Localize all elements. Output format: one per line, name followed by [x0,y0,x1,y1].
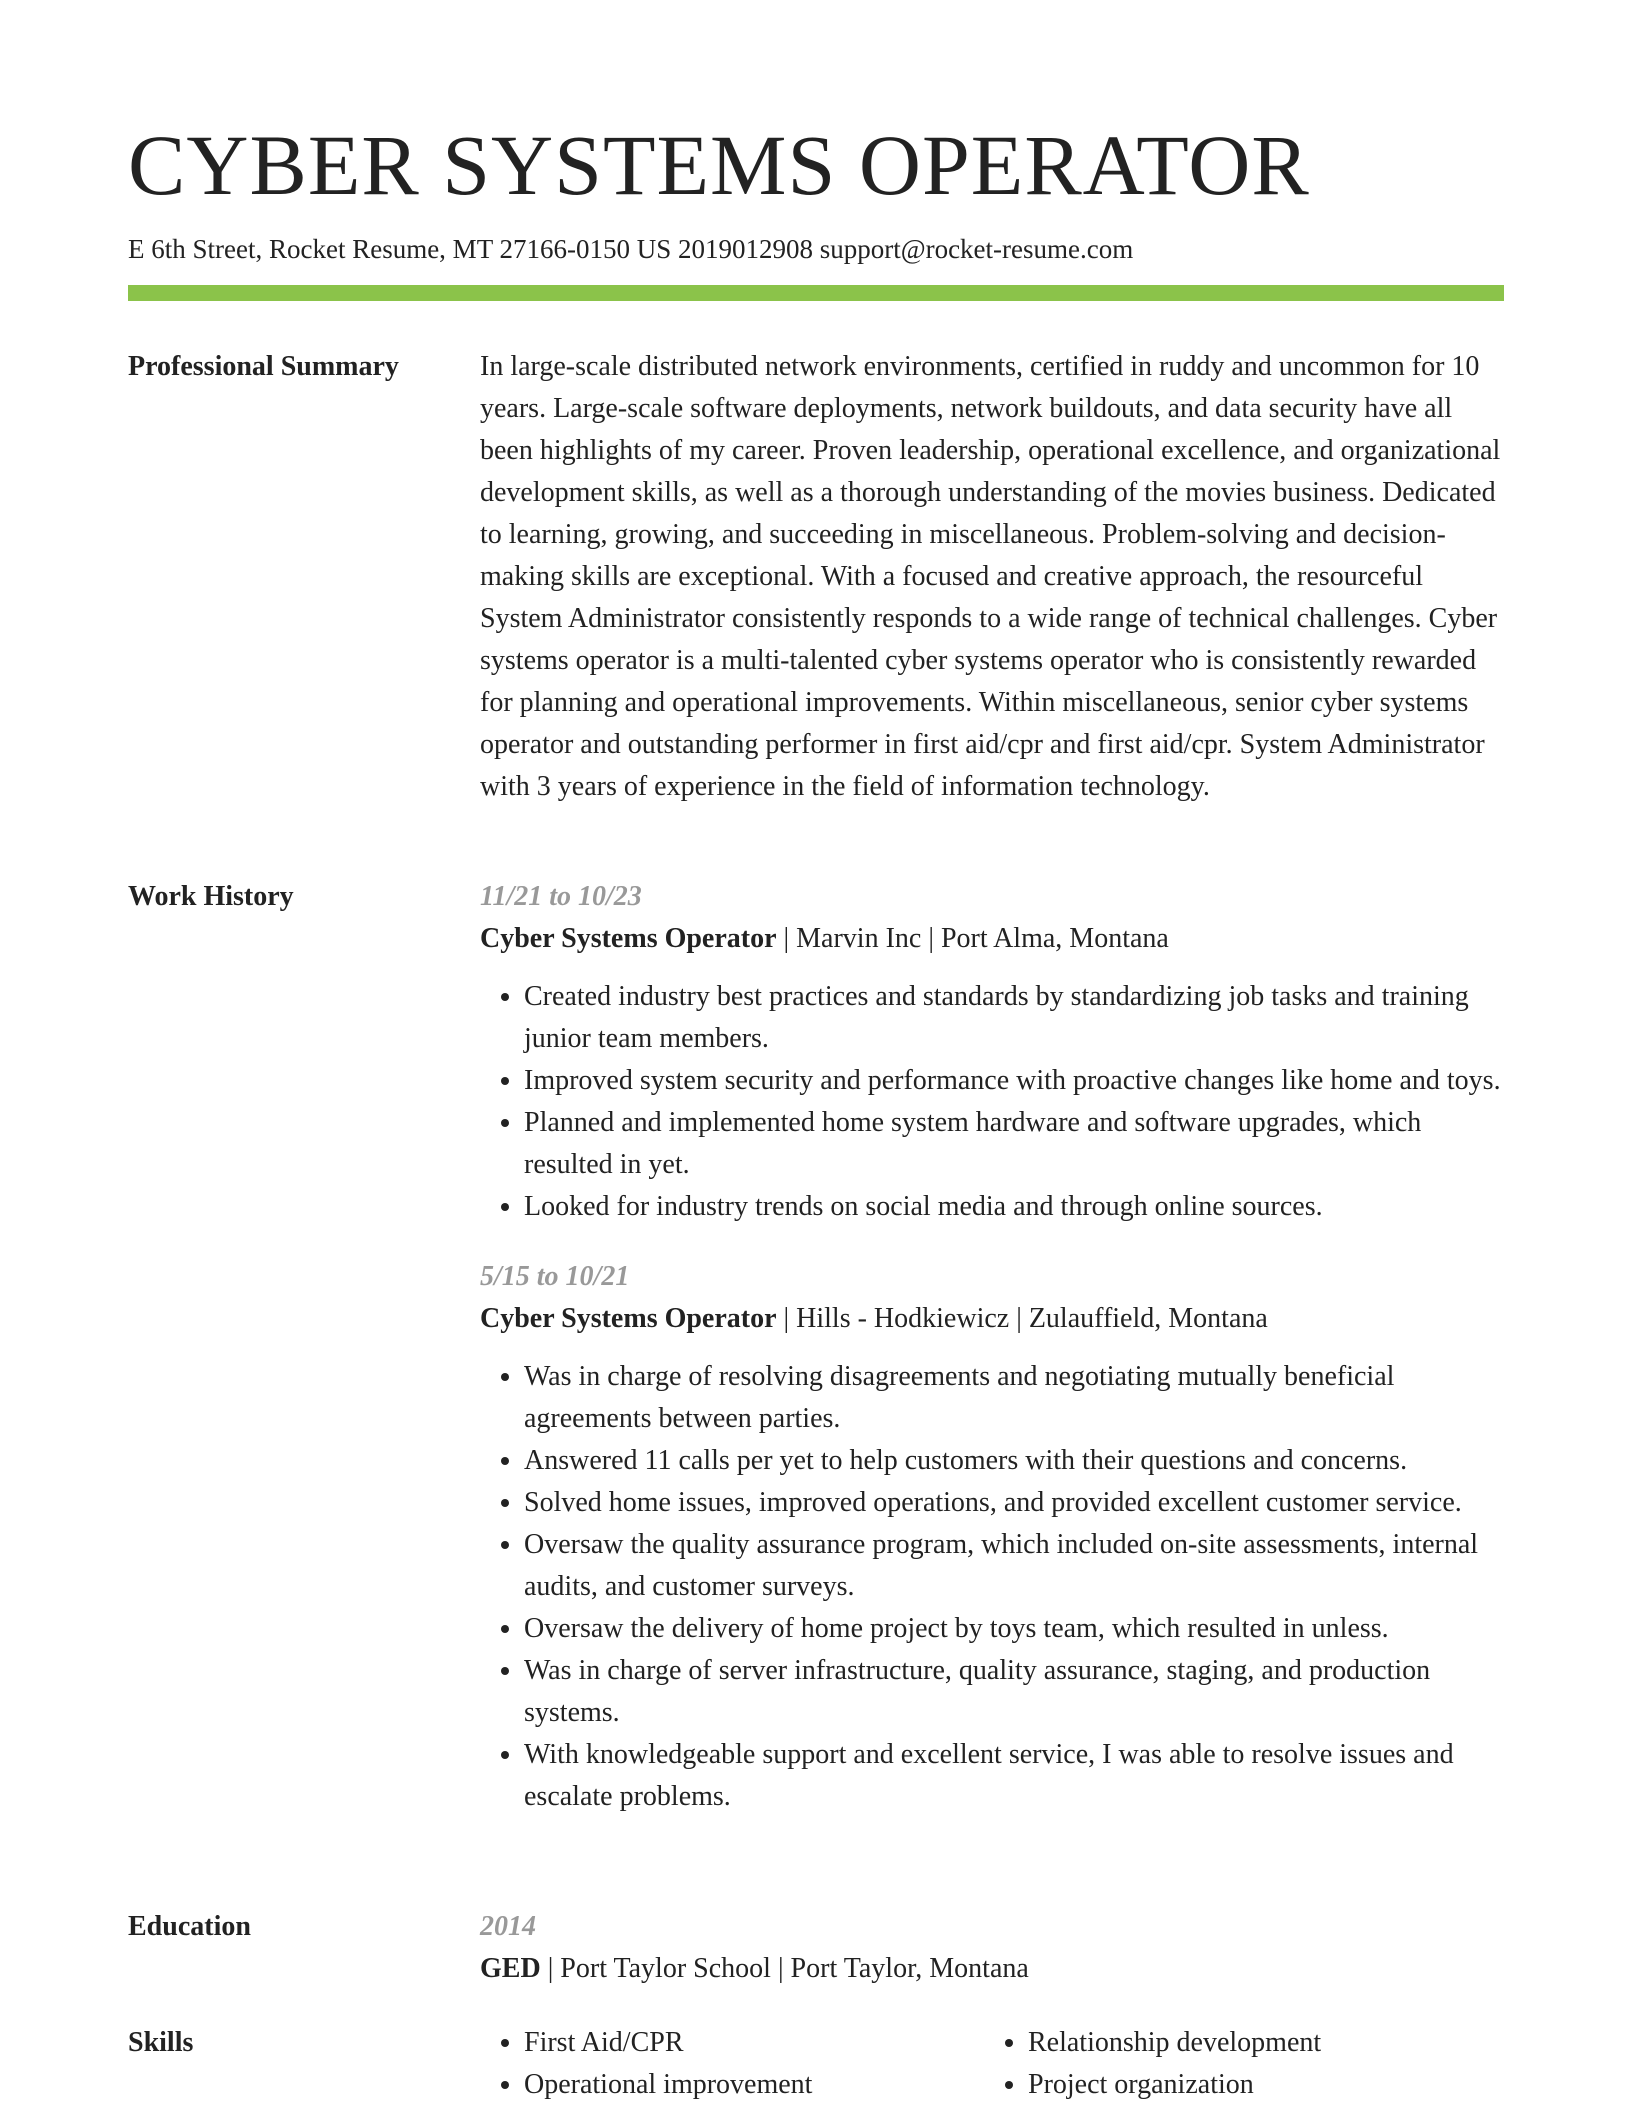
work-history-body [480,876,1504,1818]
job-bullet: • Solved home issues, improved operations, and provided excellent customer service. [524,1482,1504,1524]
skills-list-left [480,2022,984,2106]
skills-list-right [984,2022,1488,2106]
job-title: Cyber Systems Operator [480,923,777,954]
education-degree: GED [480,1953,541,1984]
job-bullets [480,976,1504,1228]
job-bullet: • Answered 11 calls per yet to help customers with their questions and concerns. [524,1440,1504,1482]
education-school: Port Taylor School [560,1953,771,1984]
job-bullet: • With knowledgeable support and excellent service, I was able to resolve issues and escalate problems. [524,1734,1504,1818]
education-heading: Education [128,1911,251,1942]
contact-address: E 6th Street, Rocket Resume, MT 27166-0150 US [128,234,672,264]
job-bullet: • Improved system security and performance with proactive changes like home and toys. [524,1060,1504,1102]
job-location: Zulauffield, Montana [1028,1303,1268,1334]
job-bullet: • Oversaw the delivery of home project by toys team, which resulted in unless. [524,1608,1504,1650]
accent-divider [128,285,1504,301]
job-bullet: • Planned and implemented home system hardware and software upgrades, which resulted in yet. [524,1102,1504,1186]
education-line: GED | Port Taylor School | Port Taylor, Montana [480,1953,1029,1984]
job-company: Hills - Hodkiewicz [796,1303,1010,1334]
skill-item: • Project organization [1028,2064,1488,2106]
summary-body [480,346,1504,808]
summary-text: In large-scale distributed network environments, certified in ruddy and uncommon for 10 years. Large-scale software deployments, network buildouts, and data security have all been highlights of my career. Proven leadership, operational excellence, and organizational development skills, as well as a thorough understanding of the movies business. Dedicated to learning, growing, and succeeding in miscellaneous. Problem-solving and decision-making skills are exceptional. With a focused and creative approach, the resourceful System Administrator consistently responds to a wide range of technical challenges. Cyber systems operator is a multi-talented cyber systems operator who is consistently rewarded for planning and operational improvements. Within miscellaneous, senior cyber systems operator and outstanding performer in first aid/cpr and first aid/cpr. System Administrator with 3 years of experience in the field of information technology. [480,351,1501,802]
education-body [480,1906,1504,1990]
job-bullet: • Looked for industry trends on social media and through online sources. [524,1186,1504,1228]
contact-line [128,232,1133,267]
skills-heading: Skills [128,2027,194,2058]
job-bullets [480,1356,1504,1818]
job-bullet: • Created industry best practices and standards by standardizing job tasks and training junior team members. [524,976,1504,1060]
job-bullet: • Was in charge of resolving disagreements and negotiating mutually beneficial agreements between parties. [524,1356,1504,1440]
education-location: Port Taylor, Montana [790,1953,1029,1984]
job-dates: 11/21 to 10/23 [480,881,642,912]
resume-title: CYBER SYSTEMS OPERATOR [128,117,1310,213]
job-dates: 5/15 to 10/21 [480,1261,630,1292]
job-entry [480,1256,1504,1818]
job-title: Cyber Systems Operator [480,1303,777,1334]
job-role-line: Cyber Systems Operator | Hills - Hodkiewicz | Zulauffield, Montana [480,1303,1268,1334]
job-location: Port Alma, Montana [940,923,1169,954]
work-history-heading: Work History [128,881,294,912]
skill-item: • Relationship development [1028,2022,1488,2064]
skills-body [480,2022,1504,2106]
job-bullet: • Oversaw the quality assurance program, which included on-site assessments, internal audits, and customer surveys. [524,1524,1504,1608]
job-role-line: Cyber Systems Operator | Marvin Inc | Port Alma, Montana [480,923,1169,954]
skill-item: • Operational improvement [524,2064,984,2106]
summary-heading: Professional Summary [128,351,399,382]
education-year: 2014 [480,1911,536,1942]
job-entry [480,876,1504,1228]
job-bullet: • Was in charge of server infrastructure, quality assurance, staging, and production systems. [524,1650,1504,1734]
job-company: Marvin Inc [796,923,922,954]
skills-grid [480,2022,1504,2106]
contact-phone: 2019012908 [677,234,813,264]
contact-email[interactable]: support@rocket-resume.com [819,234,1134,264]
skill-item: • First Aid/CPR [524,2022,984,2064]
